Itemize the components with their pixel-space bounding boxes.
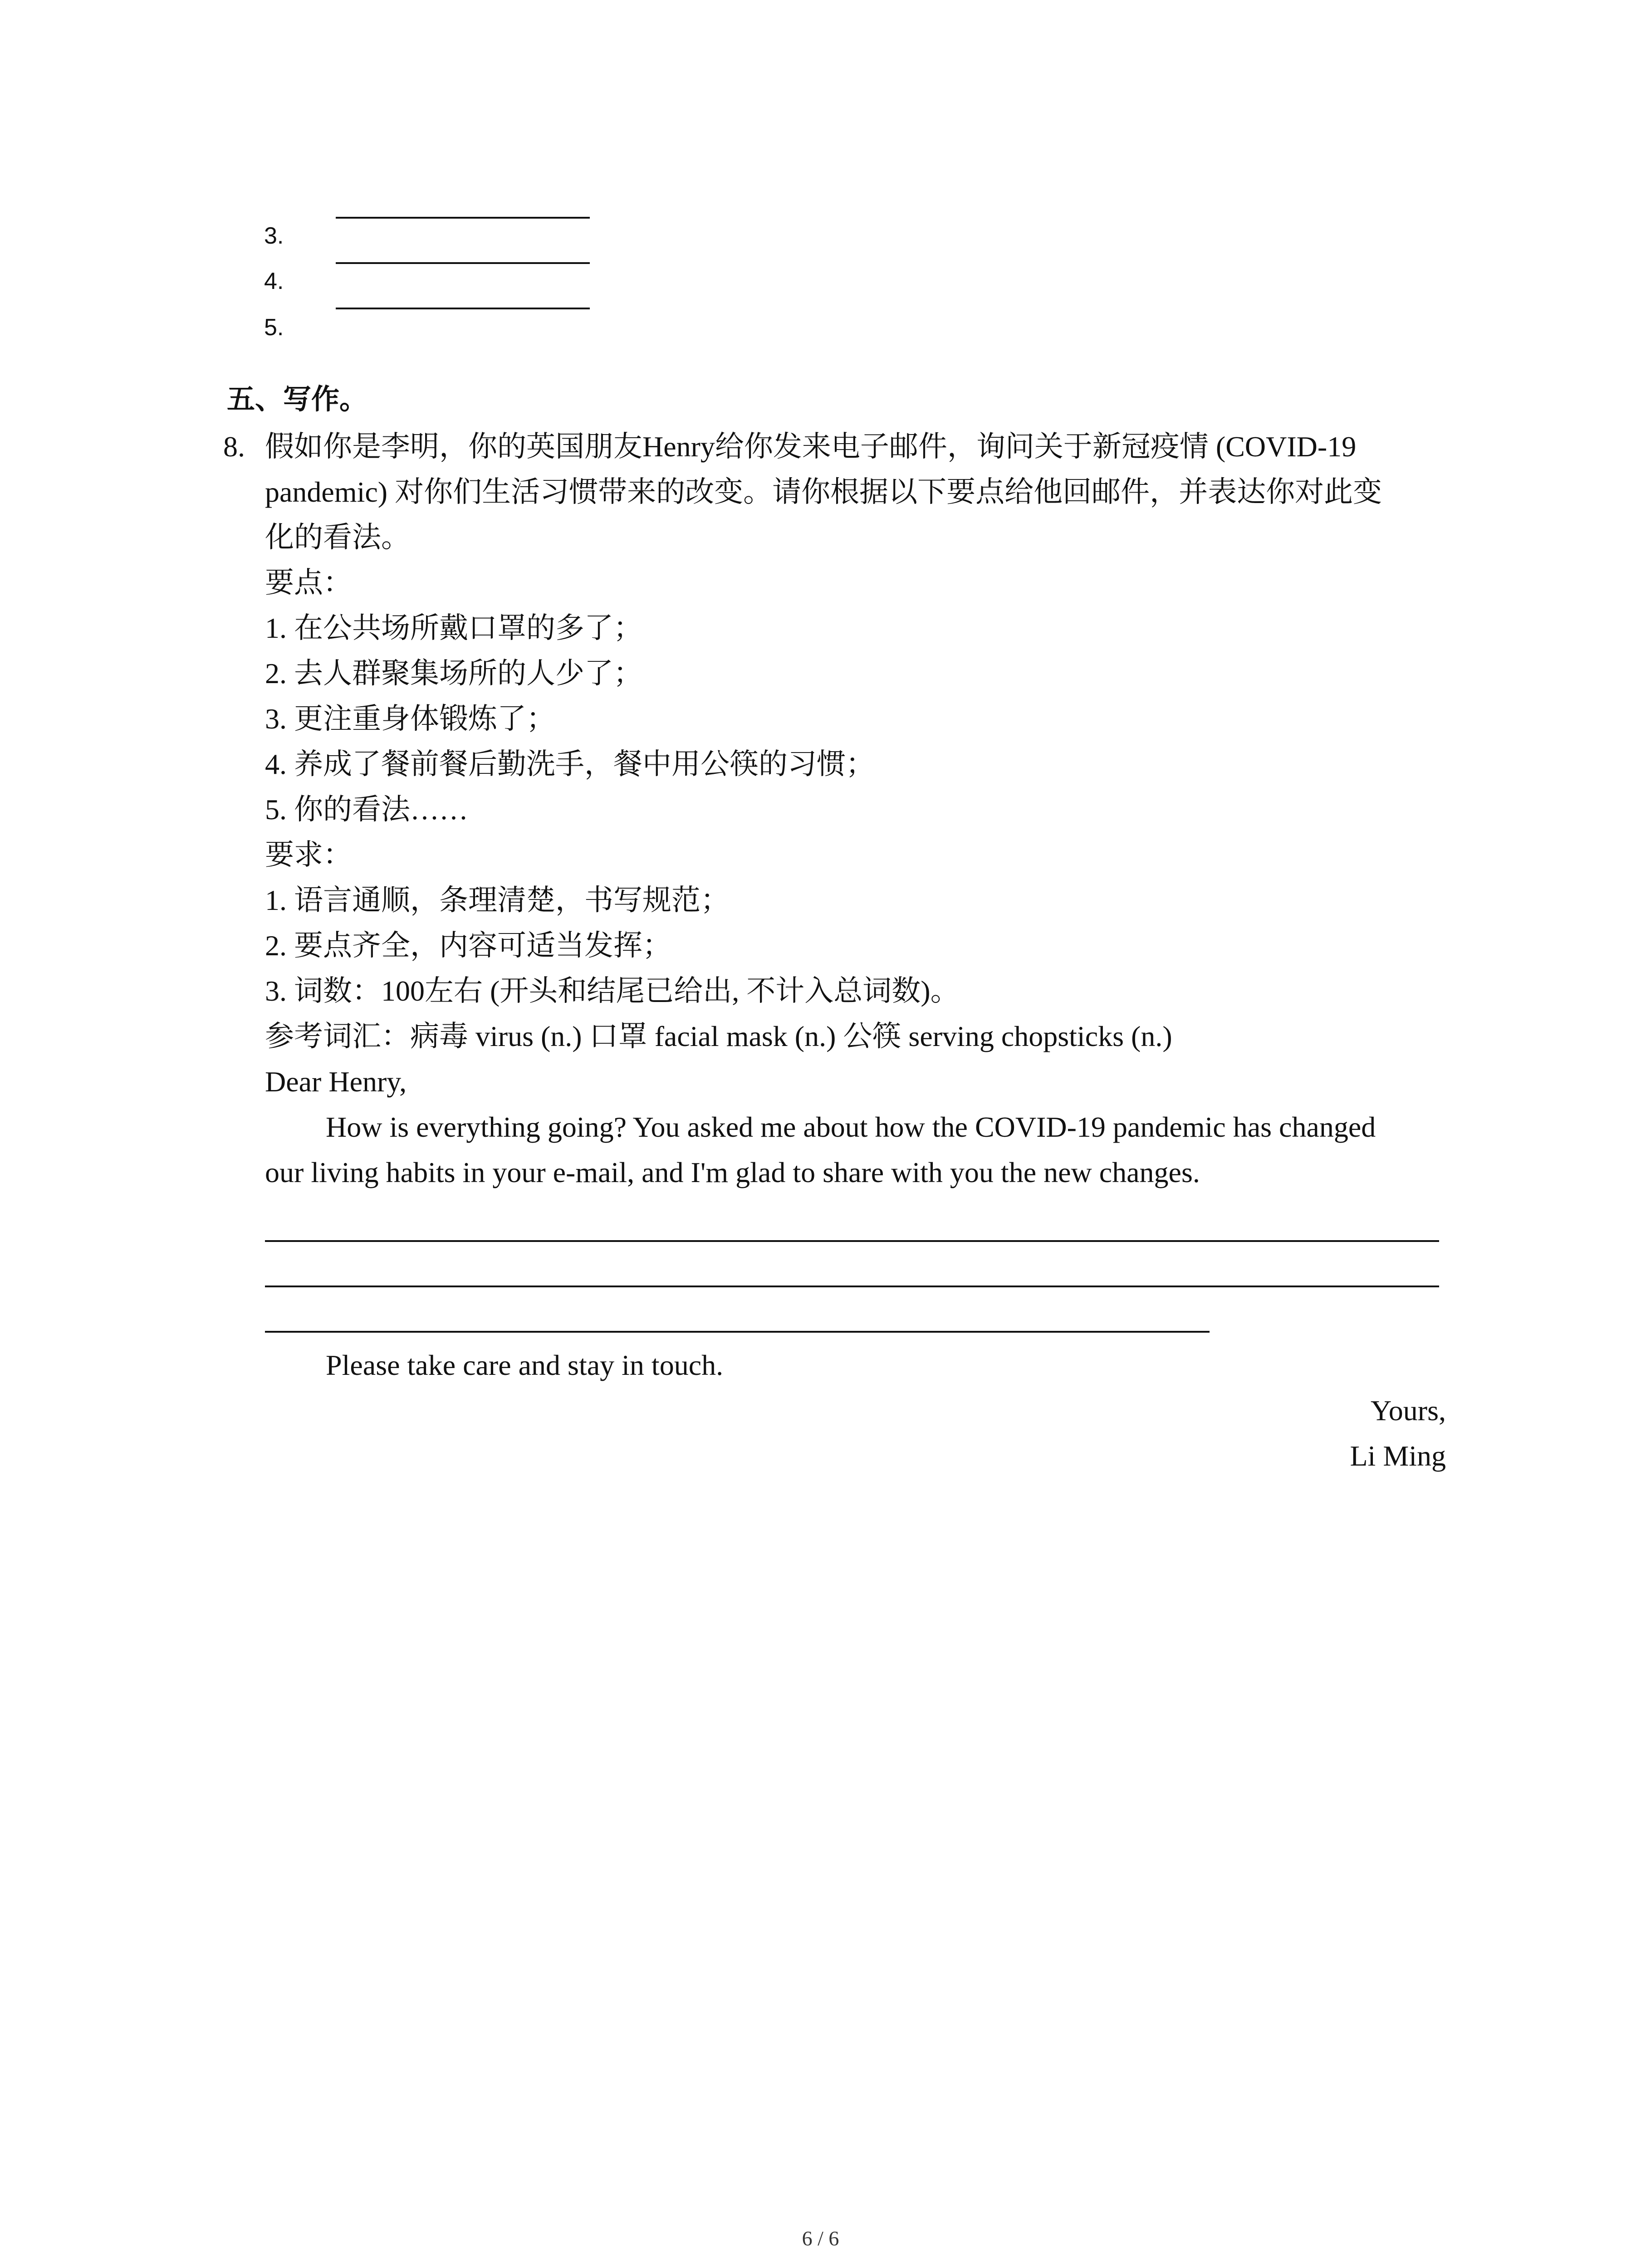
writing-line-1 bbox=[265, 1240, 1439, 1242]
points-label: 要点： bbox=[265, 567, 352, 599]
letter-opening-line-1: How is everything going? You asked me about how the COVID-19 pandemic has changed bbox=[326, 1111, 1376, 1143]
requirement-item-1: 1. 语言通顺，条理清楚，书写规范； bbox=[265, 884, 730, 916]
letter-greeting: Dear Henry, bbox=[265, 1066, 407, 1098]
letter-closing: Please take care and stay in touch. bbox=[326, 1349, 724, 1381]
letter-opening-line-2: our living habits in your e-mail, and I'm glad to share with you the new changes. bbox=[265, 1156, 1200, 1188]
answer-blank-line-5 bbox=[336, 308, 590, 309]
requirement-item-2: 2. 要点齐全，内容可适当发挥； bbox=[265, 929, 671, 962]
page-number: 6 / 6 bbox=[802, 2227, 839, 2250]
point-item-5: 5. 你的看法…… bbox=[265, 793, 468, 826]
answer-blank-number-3: 3. bbox=[264, 223, 284, 249]
letter-signature: Li Ming bbox=[1350, 1440, 1446, 1472]
answer-blank-line-4 bbox=[336, 262, 590, 264]
answer-blank-number-4: 4. bbox=[264, 268, 284, 294]
question-prompt-line-1: 假如你是李明，你的英国朋友Henry给你发来电子邮件，询问关于新冠疫情 (COVID-19 bbox=[265, 430, 1357, 463]
writing-line-2 bbox=[265, 1286, 1439, 1287]
requirements-label: 要求： bbox=[265, 839, 352, 871]
writing-line-3 bbox=[265, 1331, 1210, 1333]
letter-sign-off: Yours, bbox=[1370, 1394, 1446, 1427]
answer-blank-line-3 bbox=[336, 217, 590, 219]
requirement-item-3: 3. 词数：100左右 (开头和结尾已给出, 不计入总词数)。 bbox=[265, 975, 960, 1007]
section-heading: 五、写作。 bbox=[227, 382, 368, 415]
point-item-2: 2. 去人群聚集场所的人少了； bbox=[265, 657, 642, 689]
question-prompt-line-3: 化的看法。 bbox=[265, 521, 410, 553]
question-number: 8. bbox=[223, 430, 245, 463]
question-prompt-line-2: pandemic) 对你们生活习惯带来的改变。请你根据以下要点给他回邮件，并表达你对此变 bbox=[265, 476, 1382, 508]
answer-blank-number-5: 5. bbox=[264, 314, 284, 341]
reference-vocabulary: 参考词汇：病毒 virus (n.) 口罩 facial mask (n.) 公筷 serving chopsticks (n.) bbox=[265, 1020, 1172, 1052]
point-item-1: 1. 在公共场所戴口罩的多了； bbox=[265, 612, 642, 644]
point-item-3: 3. 更注重身体锻炼了； bbox=[265, 703, 555, 735]
point-item-4: 4. 养成了餐前餐后勤洗手，餐中用公筷的习惯； bbox=[265, 748, 875, 780]
